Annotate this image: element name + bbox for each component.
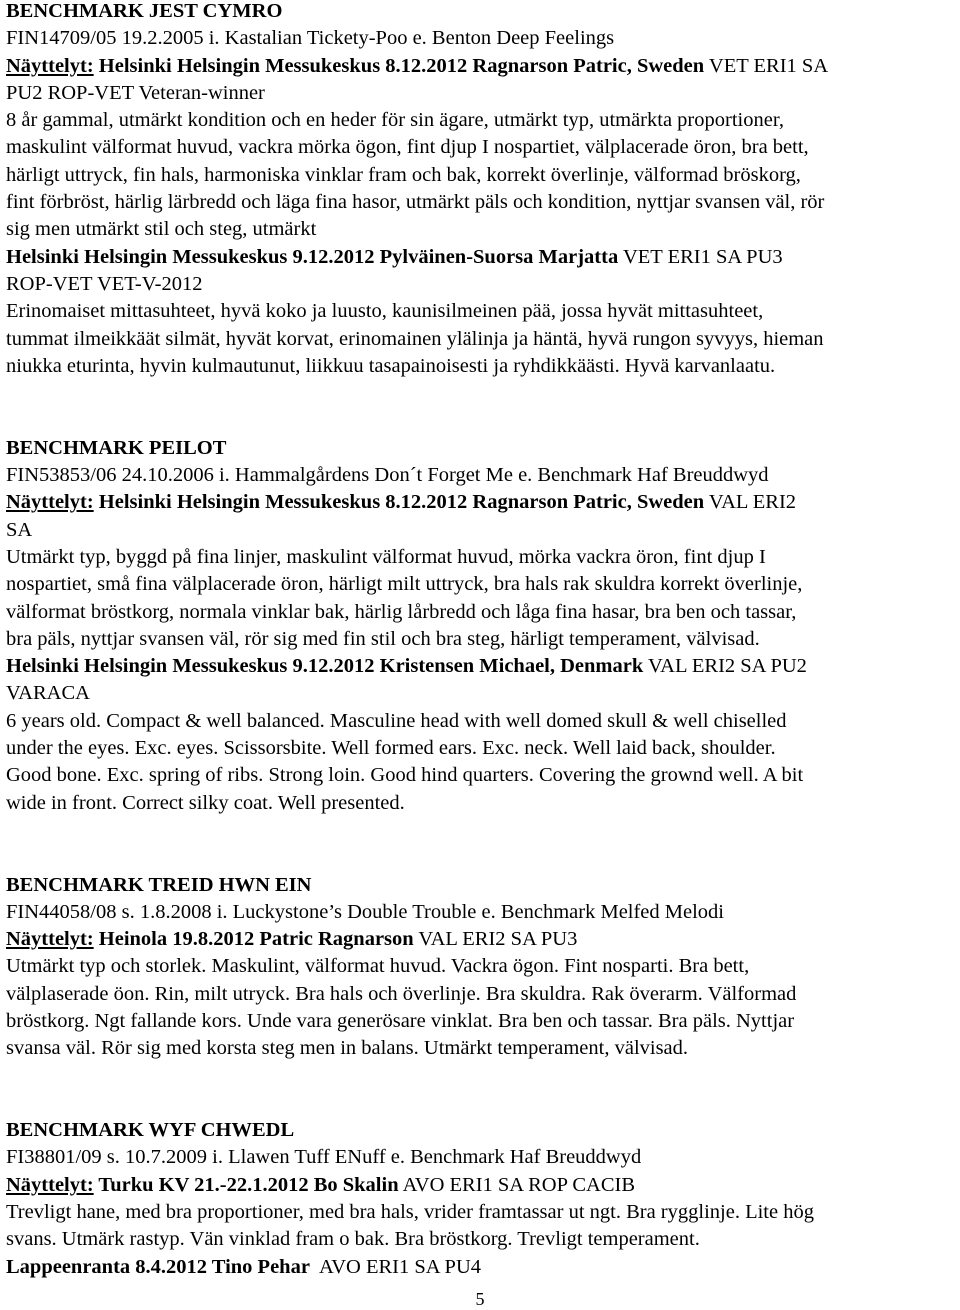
show-awards: VAL ERI2 — [704, 491, 797, 514]
show-place-judge: Helsinki Helsingin Messukeskus 8.12.2012 Ragnarson Patric, Sweden — [93, 491, 705, 514]
registration-line: FIN44058/08 s. 1.8.2008 i. Luckystone’s Double Trouble e. Benchmark Melfed Melodi — [6, 900, 725, 923]
section-spacer — [6, 1063, 954, 1118]
section-spacer — [6, 817, 954, 872]
dog-name-heading: BENCHMARK WYF CHWEDL — [6, 1119, 295, 1142]
critique-line: 8 år gammal, utmärkt kondition och en heder för sin ägare, utmärkt typ, utmärkta proportioner, — [6, 109, 784, 132]
critique-line: härligt uttryck, fin hals, harmoniska vinklar fram och bak, korrekt överlinje, välformad bröskorg, — [6, 163, 801, 186]
show-awards-continued: SA — [6, 518, 33, 541]
show-awards-continued: ROP-VET VET-V-2012 — [6, 272, 203, 295]
dog-entry-peilot — [6, 435, 954, 817]
document-page — [6, 0, 954, 1281]
show-awards: VAL ERI2 SA PU3 — [413, 928, 578, 951]
dog-name-heading: BENCHMARK PEILOT — [6, 436, 227, 459]
critique-line: niukka eturinta, hyvin kulmautunut, liikkuu tasapainoisesti ja ryhdikkäästi. Hyvä karvanlaatu. — [6, 354, 776, 377]
show-awards: AVO ERI1 SA PU4 — [309, 1255, 482, 1278]
critique-line: fint förbröst, härlig lärbredd och läga fina hasor, utmärkt päls och kondition, nyttjar svansen väl, rör — [6, 191, 825, 214]
critique-line: under the eyes. Exc. eyes. Scissorsbite. Well formed ears. Exc. neck. Well laid back, shoulder. — [6, 737, 776, 760]
dog-entry-wyf-chwedl — [6, 1117, 954, 1281]
show-place-judge: Helsinki Helsingin Messukeskus 9.12.2012 Kristensen Michael, Denmark — [6, 655, 644, 678]
critique-line: svansa väl. Rör sig med korsta steg men in balans. Utmärkt temperament, välvisad. — [6, 1037, 689, 1060]
show-result-line — [6, 489, 954, 516]
critique-line: nospartiet, små fina välplacerade öron, härligt milt uttryck, bra hals rak skuldra korrekt överlinje, — [6, 573, 803, 596]
critique-line: Utmärkt typ och storlek. Maskulint, välformat huvud. Vackra ögon. Fint nosparti. Bra bett, — [6, 955, 750, 978]
dog-name-heading: BENCHMARK TREID HWN EIN — [6, 873, 312, 896]
show-awards: VET ERI1 SA PU3 — [618, 245, 783, 268]
section-spacer — [6, 380, 954, 435]
dog-entry-treid-hwn-ein — [6, 872, 954, 1063]
shows-label: Näyttelyt: — [6, 491, 94, 514]
show-place-judge: Helsinki Helsingin Messukeskus 9.12.2012 Pylväinen-Suorsa Marjatta — [6, 245, 619, 268]
critique-line: 6 years old. Compact & well balanced. Masculine head with well domed skull & well chiselled — [6, 709, 787, 732]
critique-line: sig men utmärkt stil och steg, utmärkt — [6, 218, 317, 241]
critique-line: Erinomaiset mittasuhteet, hyvä koko ja luusto, kaunisilmeinen pää, jossa hyvät mittasuhteet, — [6, 300, 764, 323]
critique-line: välformat bröstkorg, normala vinklar bak, härlig lårbredd och låga fina hasar, bra ben och tassar, — [6, 600, 797, 623]
shows-label: Näyttelyt: — [6, 928, 94, 951]
critique-line: wide in front. Correct silky coat. Well presented. — [6, 791, 405, 814]
show-awards: AVO ERI1 SA ROP CACIB — [398, 1173, 635, 1196]
critique-line: bröstkorg. Ngt fallande kors. Unde vara generösare vinklat. Bra ben och tassar. Bra päls. Nyttjar — [6, 1009, 795, 1032]
show-place-judge: Turku KV 21.-22.1.2012 Bo Skalin — [93, 1173, 399, 1196]
show-awards: VAL ERI2 SA PU2 — [643, 655, 807, 678]
registration-line: FIN14709/05 19.2.2005 i. Kastalian Tickety-Poo e. Benton Deep Feelings — [6, 27, 615, 50]
dog-name-heading: BENCHMARK JEST CYMRO — [6, 0, 283, 22]
show-result-line — [6, 244, 954, 271]
shows-label: Näyttelyt: — [6, 54, 94, 77]
show-awards-continued: VARACA — [6, 682, 90, 705]
registration-line: FI38801/09 s. 10.7.2009 i. Llawen Tuff ENuff e. Benchmark Haf Breuddwyd — [6, 1146, 642, 1169]
show-result-line — [6, 653, 954, 680]
shows-label: Näyttelyt: — [6, 1173, 94, 1196]
critique-line: välplaserade öon. Rin, milt utryck. Bra hals och överlinje. Bra skuldra. Rak överarm. Välformad — [6, 982, 797, 1005]
dog-entry-jest-cymro — [6, 0, 954, 380]
show-place-judge: Heinola 19.8.2012 Patric Ragnarson — [93, 928, 414, 951]
show-awards: VET ERI1 SA — [704, 54, 829, 77]
page-number: 5 — [475, 1289, 485, 1309]
critique-line: Good bone. Exc. spring of ribs. Strong loin. Good hind quarters. Covering the grownd well. A bit — [6, 764, 804, 787]
registration-line: FIN53853/06 24.10.2006 i. Hammalgårdens Don´t Forget Me e. Benchmark Haf Breuddwyd — [6, 464, 769, 487]
critique-line: bra päls, nyttjar svansen väl, rör sig med fin stil och bra steg, härligt temperament, välvisad. — [6, 627, 760, 650]
show-result-line — [6, 53, 954, 80]
show-result-line — [6, 926, 954, 953]
critique-line: maskulint välformat huvud, vackra mörka ögon, fint djup I nospartiet, välplacerade öron, bra bett, — [6, 136, 809, 159]
show-place-judge: Helsinki Helsingin Messukeskus 8.12.2012 Ragnarson Patric, Sweden — [93, 54, 705, 77]
critique-line: tummat ilmeikkäät silmät, hyvät korvat, erinomainen ylälinja ja häntä, hyvä rungon syvyys, hieman — [6, 327, 824, 350]
critique-line: Utmärkt typ, byggd på fina linjer, maskulint välformat huvud, mörka vackra öron, fint djup I — [6, 545, 766, 568]
show-result-line — [6, 1254, 954, 1281]
show-result-line — [6, 1172, 954, 1199]
show-awards-continued: PU2 ROP-VET Veteran-winner — [6, 81, 265, 104]
critique-line: Trevligt hane, med bra proportioner, med bra hals, vrider framtassar ut ngt. Bra rygglinje. Lite hög — [6, 1201, 814, 1224]
show-place-judge: Lappeenranta 8.4.2012 Tino Pehar — [6, 1255, 310, 1278]
critique-line: svans. Utmärk rastyp. Vän vinklad fram o bak. Bra bröstkorg. Trevligt temperament. — [6, 1228, 700, 1251]
